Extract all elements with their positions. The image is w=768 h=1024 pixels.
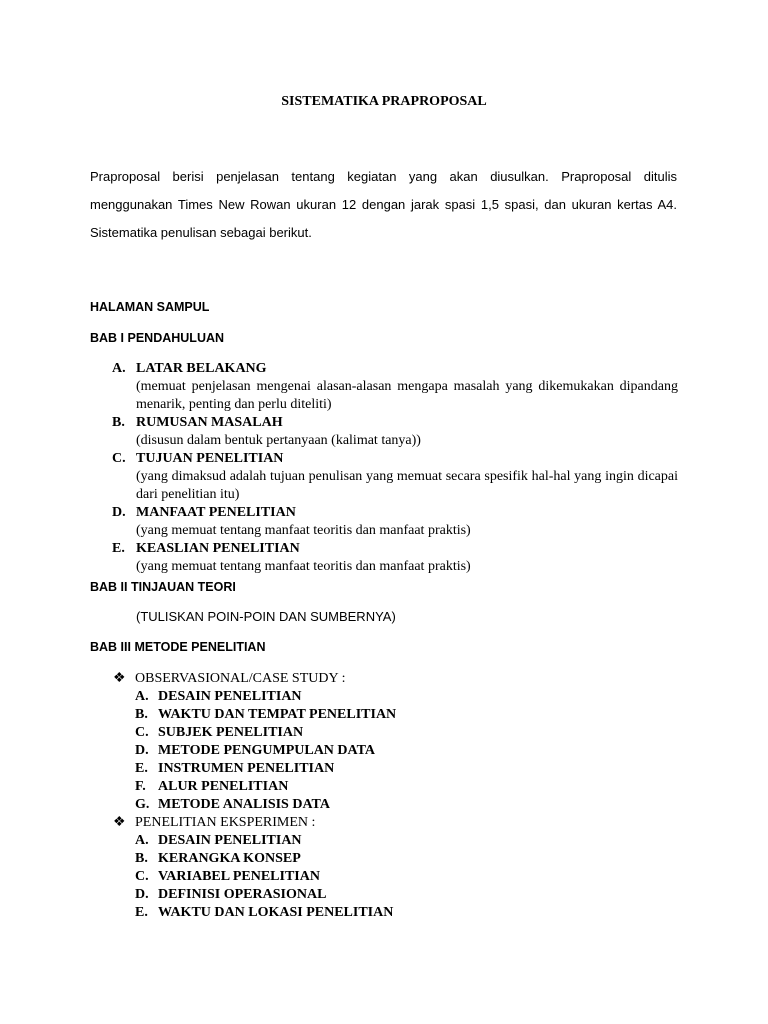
item-name: KEASLIAN PENELITIAN [136,541,300,556]
bab1-list [112,360,678,576]
list-item [135,868,673,886]
list-item [135,832,673,850]
item-description: (yang dimaksud adalah tujuan penulisan yang memuat secara spesifik hal-hal yang ingin dicapai dari penelitian itu) [136,469,678,502]
list-item [135,850,673,868]
list-item [135,778,673,796]
item-marker: E. [135,761,148,776]
item-text: DEFINISI OPERASIONAL [158,887,327,902]
intro-paragraph: Praproposal berisi penjelasan tentang kegiatan yang akan diusulkan. Praproposal ditulis menggunakan Times New Rowan ukuran 12 dengan jarak spasi 1,5 spasi, dan ukuran kertas A4. Sistematika penulisan sebagai berikut. [90,169,677,240]
list-item [135,724,673,742]
item-marker: B. [135,851,148,866]
diamond-bullet-icon: ❖ [113,671,126,686]
item-marker: A. [112,361,126,376]
item-text: INSTRUMEN PENELITIAN [158,761,335,776]
item-text: METODE PENGUMPULAN DATA [158,743,375,758]
item-text: WAKTU DAN TEMPAT PENELITIAN [158,707,397,722]
heading-bab-2: BAB II TINJAUAN TEORI [90,580,236,594]
item-marker: B. [135,707,148,722]
bab1-item [112,414,678,450]
heading-bab-3: BAB III METODE PENELITIAN [90,640,266,654]
group-item-list [135,832,673,922]
item-text: DESAIN PENELITIAN [158,833,302,848]
item-marker: E. [112,541,125,556]
item-text: KERANGKA KONSEP [158,851,301,866]
item-text: SUBJEK PENELITIAN [158,725,304,740]
item-text: ALUR PENELITIAN [158,779,289,794]
item-marker: A. [135,833,149,848]
item-marker: A. [135,689,149,704]
item-description: (memuat penjelasan mengenai alasan-alasan mengapa masalah yang dikemukakan dipandang menarik, penting dan perlu diteliti) [136,379,678,412]
bab1-item [112,360,678,414]
method-group-observasional [113,670,673,814]
item-marker: G. [135,797,150,812]
bab1-item [112,504,678,540]
list-item [135,796,673,814]
method-group-eksperimen [113,814,673,922]
item-marker: B. [112,415,125,430]
heading-bab-1: BAB I PENDAHULUAN [90,331,225,345]
item-marker: D. [112,505,126,520]
item-description: (yang memuat tentang manfaat teoritis dan manfaat praktis) [136,523,471,538]
list-item [135,904,673,922]
list-item [135,760,673,778]
item-marker: C. [135,725,149,740]
page-title: SISTEMATIKA PRAPROPOSAL [281,94,487,109]
bab2-note: (TULISKAN POIN-POIN DAN SUMBERNYA) [136,609,396,624]
diamond-bullet-icon: ❖ [113,815,126,830]
list-item [135,742,673,760]
item-text: METODE ANALISIS DATA [158,797,330,812]
list-item [135,688,673,706]
item-description: (disusun dalam bentuk pertanyaan (kalimat tanya)) [136,433,421,448]
item-name: RUMUSAN MASALAH [136,415,283,430]
list-item [135,706,673,724]
item-name: MANFAAT PENELITIAN [136,505,296,520]
group-label: OBSERVASIONAL/CASE STUDY : [135,671,346,686]
item-name: TUJUAN PENELITIAN [136,451,284,466]
heading-halaman-sampul: HALAMAN SAMPUL [90,300,210,314]
item-marker: F. [135,779,146,794]
item-text: VARIABEL PENELITIAN [158,869,320,884]
item-marker: C. [112,451,126,466]
item-text: WAKTU DAN LOKASI PENELITIAN [158,905,394,920]
group-item-list [135,688,673,814]
list-item [135,886,673,904]
item-marker: D. [135,887,149,902]
item-text: DESAIN PENELITIAN [158,689,302,704]
group-label: PENELITIAN EKSPERIMEN : [135,815,316,830]
bab1-item [112,450,678,504]
item-marker: C. [135,869,149,884]
item-name: LATAR BELAKANG [136,361,267,376]
item-description: (yang memuat tentang manfaat teoritis dan manfaat praktis) [136,559,471,574]
bab3-groups [113,670,673,922]
item-marker: E. [135,905,148,920]
item-marker: D. [135,743,149,758]
bab1-item [112,540,678,576]
